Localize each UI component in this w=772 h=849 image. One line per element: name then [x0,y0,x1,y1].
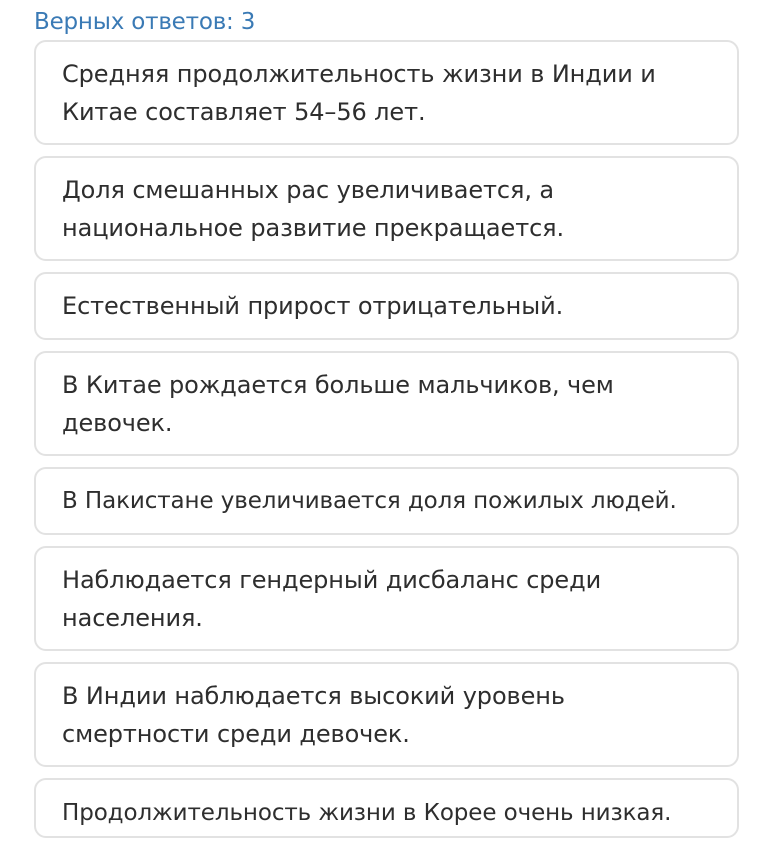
answer-option[interactable] [34,778,739,838]
answer-option[interactable] [34,156,739,261]
answer-option[interactable] [34,272,739,340]
answer-option-text: В Пакистане увеличивается доля пожилых людей. [62,488,677,514]
answer-option[interactable] [34,40,739,145]
answer-option-text: Доля смешанных рас увеличивается, а национальное развитие прекращается. [62,175,565,242]
answer-option[interactable] [34,351,739,456]
answer-option-text: Наблюдается гендерный дисбаланс среди населения. [62,565,602,632]
answer-option-text: Естественный прирост отрицательный. [62,292,564,320]
answer-option-text: Средняя продолжительность жизни в Индии и Китае составляет 54–56 лет. [62,59,656,126]
answer-option-text: В Индии наблюдается высокий уровень смертности среди девочек. [62,681,565,748]
answer-option[interactable] [34,662,739,767]
answer-options-list [34,40,739,849]
answer-option[interactable] [34,546,739,651]
answer-option-text: В Китае рождается больше мальчиков, чем девочек. [62,370,614,437]
answer-option-text: Продолжительность жизни в Корее очень низкая. [62,800,672,826]
correct-answers-count: Верных ответов: 3 [34,9,256,35]
answer-option[interactable] [34,467,739,535]
